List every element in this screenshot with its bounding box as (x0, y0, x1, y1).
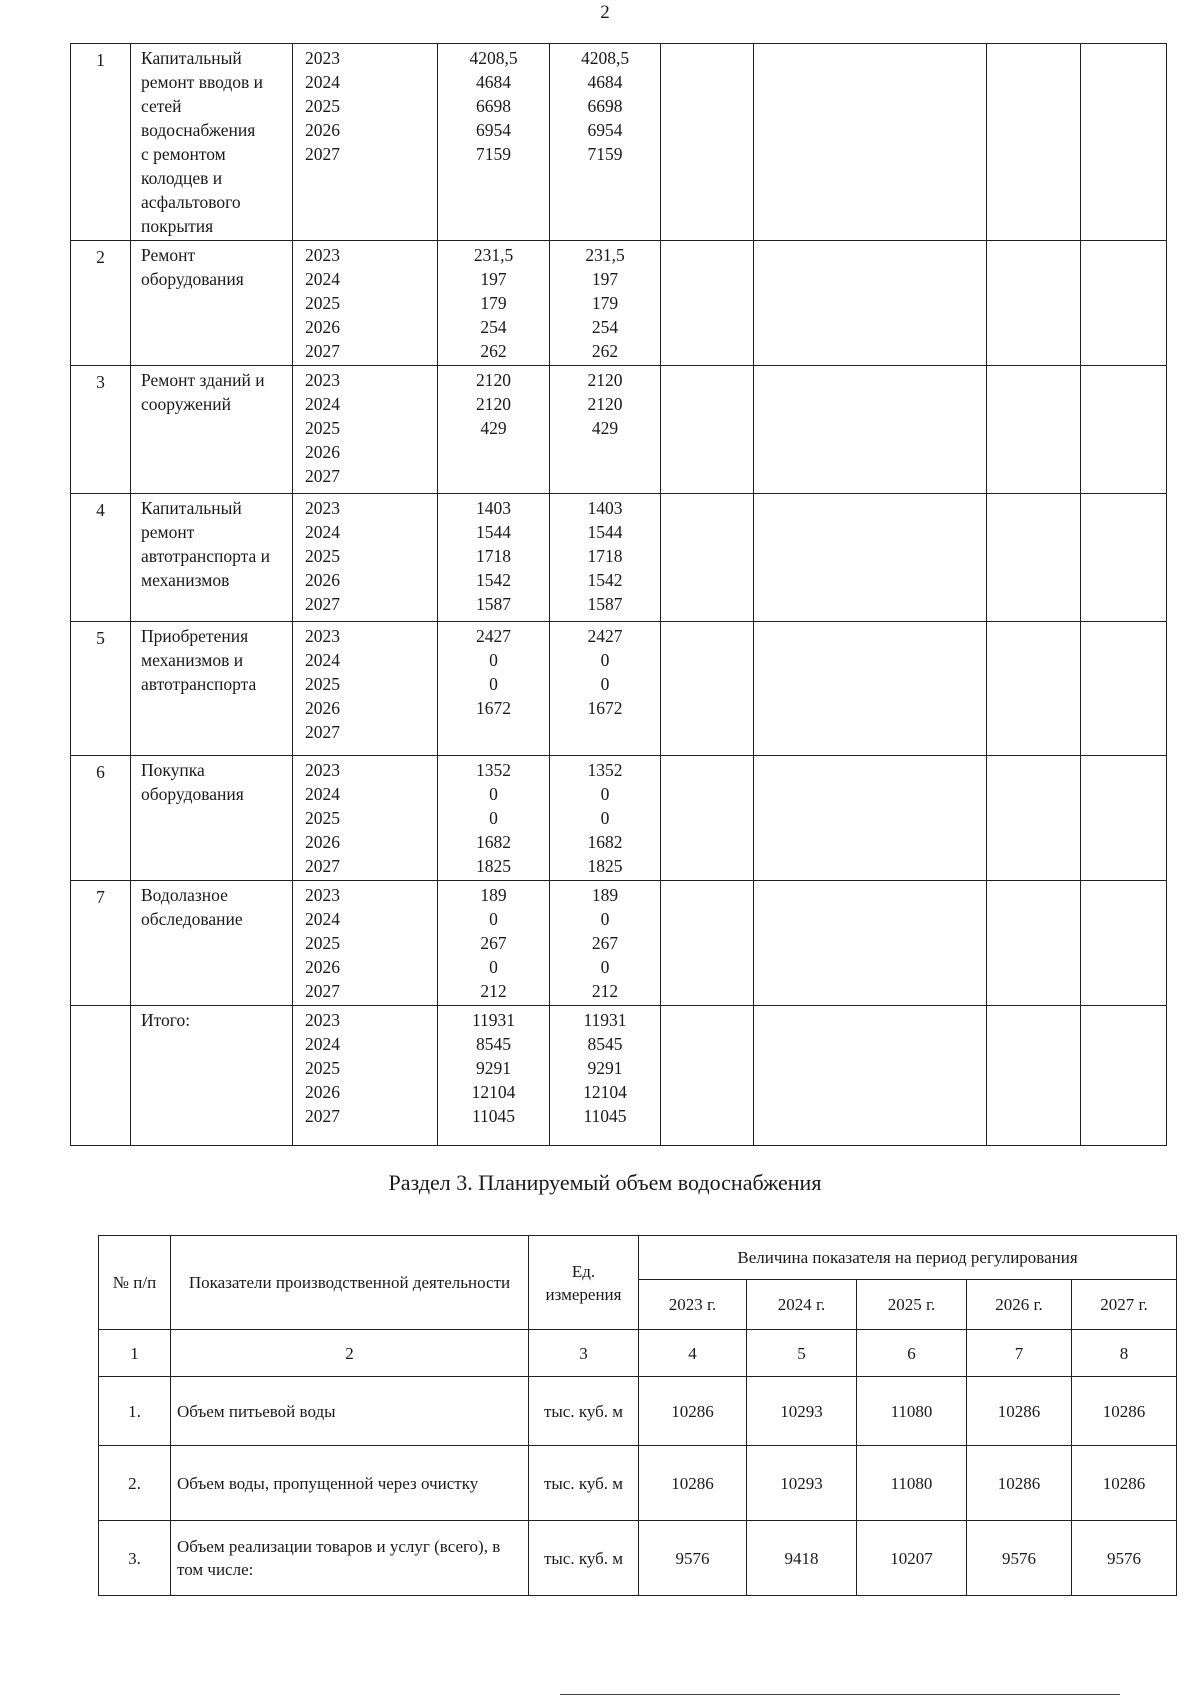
item-name-line: Ремонт зданий и (141, 370, 265, 390)
year-value: 2023 (305, 48, 340, 68)
year-value: 2026 (305, 1082, 340, 1102)
row-value: 10293 (747, 1377, 857, 1446)
empty-cell (754, 44, 987, 241)
row-unit: тыс. куб. м (529, 1377, 639, 1446)
row-values-a (438, 881, 550, 1006)
item-name-line: Приобретения (141, 626, 249, 646)
row-values-a (438, 494, 550, 622)
amount-value: 429 (591, 418, 619, 438)
item-name-line: автотранспорта и (141, 546, 271, 566)
amount-value: 12104 (471, 1082, 516, 1102)
item-name-line: колодцев и (141, 168, 223, 188)
column-number: 4 (639, 1330, 747, 1377)
row-number: 7 (71, 881, 131, 1006)
amount-value: 1718 (476, 546, 511, 566)
item-name-line: механизмов (141, 570, 230, 590)
row-value: 9576 (1072, 1521, 1177, 1596)
amount-value: 0 (600, 650, 610, 670)
row-values-a (438, 1006, 550, 1146)
amount-value: 1587 (587, 594, 623, 614)
amount-value: 7159 (587, 144, 623, 164)
year-value: 2024 (305, 522, 340, 542)
year-value: 2025 (305, 1058, 340, 1078)
header-year: 2027 г. (1072, 1280, 1177, 1330)
item-name-line: Водолазное (141, 885, 228, 905)
amount-value: 11045 (583, 1106, 627, 1126)
year-value: 2023 (305, 370, 340, 390)
row-value: 10286 (1072, 1446, 1177, 1521)
header-num: № п/п (99, 1236, 171, 1330)
year-value: 2024 (305, 269, 340, 289)
amount-value: 0 (489, 650, 498, 670)
item-name-line: оборудования (141, 784, 244, 804)
amount-value: 8545 (476, 1034, 511, 1054)
amount-value: 1352 (476, 760, 511, 780)
table-row (71, 241, 1167, 366)
table-row (99, 1446, 1177, 1521)
amount-value: 1682 (476, 832, 511, 852)
empty-cell (987, 44, 1081, 241)
empty-cell (754, 366, 987, 494)
header-year: 2025 г. (857, 1280, 967, 1330)
year-value: 2024 (305, 650, 340, 670)
item-name-line: автотранспорта (141, 674, 257, 694)
amount-value: 254 (591, 317, 619, 337)
empty-cell (1081, 1006, 1167, 1146)
amount-value: 0 (489, 957, 498, 977)
amount-value: 197 (591, 269, 619, 289)
amount-value: 0 (600, 808, 610, 828)
header-year: 2023 г. (639, 1280, 747, 1330)
amount-value: 4208,5 (580, 48, 630, 68)
amount-value: 262 (591, 341, 619, 361)
amount-value: 262 (480, 341, 507, 361)
item-name-line: обследование (141, 909, 243, 929)
item-name-line: ремонт (141, 522, 195, 542)
row-years (293, 756, 438, 881)
footer-divider (560, 1694, 1120, 1695)
amount-value: 6698 (476, 96, 511, 116)
year-value: 2025 (305, 96, 340, 116)
empty-cell (661, 44, 754, 241)
row-value: 10286 (1072, 1377, 1177, 1446)
column-number: 2 (171, 1330, 529, 1377)
year-value: 2025 (305, 808, 340, 828)
column-number: 3 (529, 1330, 639, 1377)
empty-cell (1081, 494, 1167, 622)
empty-cell (754, 756, 987, 881)
row-indicator: Объем воды, пропущенной через очистку (171, 1446, 529, 1521)
amount-value: 2120 (587, 394, 623, 414)
year-value: 2025 (305, 674, 340, 694)
empty-cell (987, 1006, 1081, 1146)
amount-value: 6954 (476, 120, 511, 140)
row-value: 11080 (857, 1377, 967, 1446)
header-year: 2026 г. (967, 1280, 1072, 1330)
year-value: 2024 (305, 394, 340, 414)
row-value: 10286 (639, 1446, 747, 1521)
year-value: 2025 (305, 546, 340, 566)
row-values-a (438, 241, 550, 366)
empty-cell (661, 622, 754, 756)
row-indicator: Объем реализации товаров и услуг (всего), в том числе: (171, 1521, 529, 1596)
repair-costs-table (70, 43, 1167, 1146)
row-item-name (131, 881, 293, 1006)
year-value: 2026 (305, 317, 340, 337)
amount-value: 1544 (587, 522, 623, 542)
amount-value: 1825 (587, 856, 623, 876)
amount-value: 1682 (587, 832, 623, 852)
empty-cell (987, 881, 1081, 1006)
year-value: 2023 (305, 245, 340, 265)
header-unit: Ед. измерения (529, 1236, 639, 1330)
year-value: 2026 (305, 832, 340, 852)
year-value: 2026 (305, 570, 340, 590)
item-name-line: Капитальный (141, 48, 242, 68)
amount-value: 11931 (471, 1010, 516, 1030)
amount-value: 212 (591, 981, 619, 1001)
item-name-line: механизмов и (141, 650, 244, 670)
empty-cell (754, 622, 987, 756)
row-years (293, 241, 438, 366)
empty-cell (754, 241, 987, 366)
empty-cell (661, 241, 754, 366)
amount-value: 2427 (587, 626, 623, 646)
empty-cell (754, 1006, 987, 1146)
item-name-line: оборудования (141, 269, 244, 289)
empty-cell (1081, 756, 1167, 881)
year-value: 2023 (305, 1010, 340, 1030)
year-value: 2027 (305, 341, 340, 361)
amount-value: 0 (489, 808, 498, 828)
table-row (71, 494, 1167, 622)
amount-value: 429 (480, 418, 507, 438)
amount-value: 1544 (476, 522, 511, 542)
item-name-line: Ремонт (141, 245, 196, 265)
row-number (71, 1006, 131, 1146)
empty-cell (987, 241, 1081, 366)
item-name-line: сетей (141, 96, 182, 116)
amount-value: 9291 (476, 1058, 511, 1078)
row-number: 2 (71, 241, 131, 366)
year-value: 2027 (305, 856, 340, 876)
amount-value: 12104 (583, 1082, 627, 1102)
amount-value: 0 (600, 957, 610, 977)
header-indicators: Показатели производственной деятельности (171, 1236, 529, 1330)
amount-value: 0 (489, 784, 498, 804)
row-years (293, 494, 438, 622)
table-row (99, 1377, 1177, 1446)
amount-value: 1542 (587, 570, 623, 590)
row-values-b (550, 622, 661, 756)
amount-value: 0 (489, 674, 498, 694)
empty-cell (1081, 44, 1167, 241)
year-value: 2026 (305, 698, 340, 718)
amount-value: 0 (600, 909, 610, 929)
row-item-name (131, 44, 293, 241)
row-value: 10286 (967, 1446, 1072, 1521)
amount-value: 11931 (583, 1010, 627, 1030)
amount-value: 6698 (587, 96, 623, 116)
empty-cell (661, 366, 754, 494)
table-row (71, 756, 1167, 881)
row-number: 5 (71, 622, 131, 756)
year-value: 2024 (305, 1034, 340, 1054)
year-value: 2024 (305, 72, 340, 92)
amount-value: 212 (480, 981, 507, 1001)
row-value: 10286 (967, 1377, 1072, 1446)
table-row (99, 1521, 1177, 1596)
row-indicator: Объем питьевой воды (171, 1377, 529, 1446)
row-value: 9576 (967, 1521, 1072, 1596)
year-value: 2025 (305, 418, 340, 438)
section-3-title: Раздел 3. Планируемый объем водоснабжения (388, 1170, 822, 1195)
row-values-b (550, 366, 661, 494)
amount-value: 1542 (476, 570, 511, 590)
row-values-b (550, 756, 661, 881)
row-values-b (550, 44, 661, 241)
total-row (71, 1006, 1167, 1146)
amount-value: 2427 (476, 626, 511, 646)
year-value: 2025 (305, 933, 340, 953)
year-value: 2023 (305, 885, 340, 905)
row-years (293, 622, 438, 756)
amount-value: 0 (600, 674, 610, 694)
column-number: 7 (967, 1330, 1072, 1377)
row-item-name (131, 494, 293, 622)
empty-cell (754, 881, 987, 1006)
row-item-name (131, 756, 293, 881)
amount-value: 2120 (476, 394, 511, 414)
item-name-line: Покупка (141, 760, 205, 780)
table-row (71, 622, 1167, 756)
amount-value: 1825 (476, 856, 511, 876)
empty-cell (661, 1006, 754, 1146)
year-value: 2026 (305, 442, 340, 462)
column-number: 5 (747, 1330, 857, 1377)
year-value: 2027 (305, 144, 340, 164)
page-number: 2 (600, 2, 610, 23)
amount-value: 267 (480, 933, 507, 953)
row-number: 3 (71, 366, 131, 494)
row-num: 2. (99, 1446, 171, 1521)
amount-value: 11045 (471, 1106, 516, 1126)
amount-value: 4684 (587, 72, 623, 92)
empty-cell (1081, 366, 1167, 494)
row-values-a (438, 756, 550, 881)
row-values-b (550, 881, 661, 1006)
empty-cell (1081, 881, 1167, 1006)
column-number: 6 (857, 1330, 967, 1377)
year-value: 2023 (305, 498, 340, 518)
item-name-line: покрытия (141, 216, 214, 236)
row-item-name (131, 366, 293, 494)
item-name-line: с ремонтом (141, 144, 226, 164)
row-item-name (131, 1006, 293, 1146)
empty-cell (987, 366, 1081, 494)
amount-value: 7159 (476, 144, 511, 164)
empty-cell (754, 494, 987, 622)
amount-value: 179 (480, 293, 507, 313)
row-values-a (438, 44, 550, 241)
amount-value: 8545 (587, 1034, 623, 1054)
amount-value: 6954 (587, 120, 623, 140)
year-value: 2027 (305, 594, 340, 614)
amount-value: 2120 (587, 370, 623, 390)
year-value: 2024 (305, 784, 340, 804)
row-number: 1 (71, 44, 131, 241)
year-value: 2027 (305, 722, 340, 742)
empty-cell (661, 756, 754, 881)
row-values-a (438, 366, 550, 494)
amount-value: 179 (591, 293, 619, 313)
amount-value: 4208,5 (469, 48, 518, 68)
row-unit: тыс. куб. м (529, 1446, 639, 1521)
row-years (293, 366, 438, 494)
row-value: 10293 (747, 1446, 857, 1521)
year-value: 2026 (305, 957, 340, 977)
amount-value: 2120 (476, 370, 511, 390)
item-name-line: сооружений (141, 394, 232, 414)
row-unit: тыс. куб. м (529, 1521, 639, 1596)
empty-cell (987, 622, 1081, 756)
amount-value: 267 (591, 933, 619, 953)
amount-value: 231,5 (585, 245, 625, 265)
amount-value: 1718 (587, 546, 623, 566)
row-value: 9418 (747, 1521, 857, 1596)
amount-value: 1672 (587, 698, 623, 718)
year-value: 2025 (305, 293, 340, 313)
row-values-b (550, 241, 661, 366)
empty-cell (1081, 622, 1167, 756)
row-values-b (550, 1006, 661, 1146)
year-value: 2027 (305, 981, 340, 1001)
amount-value: 1672 (476, 698, 511, 718)
year-value: 2023 (305, 626, 340, 646)
table-row (71, 366, 1167, 494)
year-value: 2023 (305, 760, 340, 780)
row-value: 10207 (857, 1521, 967, 1596)
empty-cell (661, 881, 754, 1006)
empty-cell (661, 494, 754, 622)
year-value: 2027 (305, 466, 340, 486)
amount-value: 0 (600, 784, 610, 804)
amount-value: 1587 (476, 594, 511, 614)
empty-cell (987, 494, 1081, 622)
amount-value: 4684 (476, 72, 511, 92)
row-values-a (438, 622, 550, 756)
amount-value: 1352 (587, 760, 623, 780)
table-row (71, 881, 1167, 1006)
row-num: 1. (99, 1377, 171, 1446)
row-years (293, 881, 438, 1006)
column-number: 8 (1072, 1330, 1177, 1377)
row-number: 6 (71, 756, 131, 881)
header-period: Величина показателя на период регулирования (639, 1236, 1177, 1280)
item-name-line: ремонт вводов и (141, 72, 264, 92)
empty-cell (1081, 241, 1167, 366)
year-value: 2026 (305, 120, 340, 140)
amount-value: 231,5 (473, 245, 514, 265)
amount-value: 189 (480, 885, 507, 905)
row-values-b (550, 494, 661, 622)
row-item-name (131, 622, 293, 756)
row-value: 9576 (639, 1521, 747, 1596)
amount-value: 1403 (476, 498, 511, 518)
row-item-name (131, 241, 293, 366)
column-number: 1 (99, 1330, 171, 1377)
table-row (71, 44, 1167, 241)
column-number-row (99, 1330, 1177, 1377)
amount-value: 9291 (587, 1058, 623, 1078)
row-number: 4 (71, 494, 131, 622)
item-name-line: асфальтового (141, 192, 241, 212)
amount-value: 197 (480, 269, 507, 289)
row-value: 11080 (857, 1446, 967, 1521)
year-value: 2024 (305, 909, 340, 929)
row-value: 10286 (639, 1377, 747, 1446)
row-num: 3. (99, 1521, 171, 1596)
amount-value: 189 (591, 885, 619, 905)
empty-cell (987, 756, 1081, 881)
item-name-line: Итого: (141, 1010, 191, 1030)
row-years (293, 1006, 438, 1146)
amount-value: 1403 (587, 498, 623, 518)
item-name-line: водоснабжения (141, 120, 256, 140)
amount-value: 0 (489, 909, 498, 929)
row-years (293, 44, 438, 241)
item-name-line: Капитальный (141, 498, 242, 518)
year-value: 2027 (305, 1106, 340, 1126)
water-supply-volume-table (98, 1235, 1177, 1596)
amount-value: 254 (480, 317, 507, 337)
header-year: 2024 г. (747, 1280, 857, 1330)
